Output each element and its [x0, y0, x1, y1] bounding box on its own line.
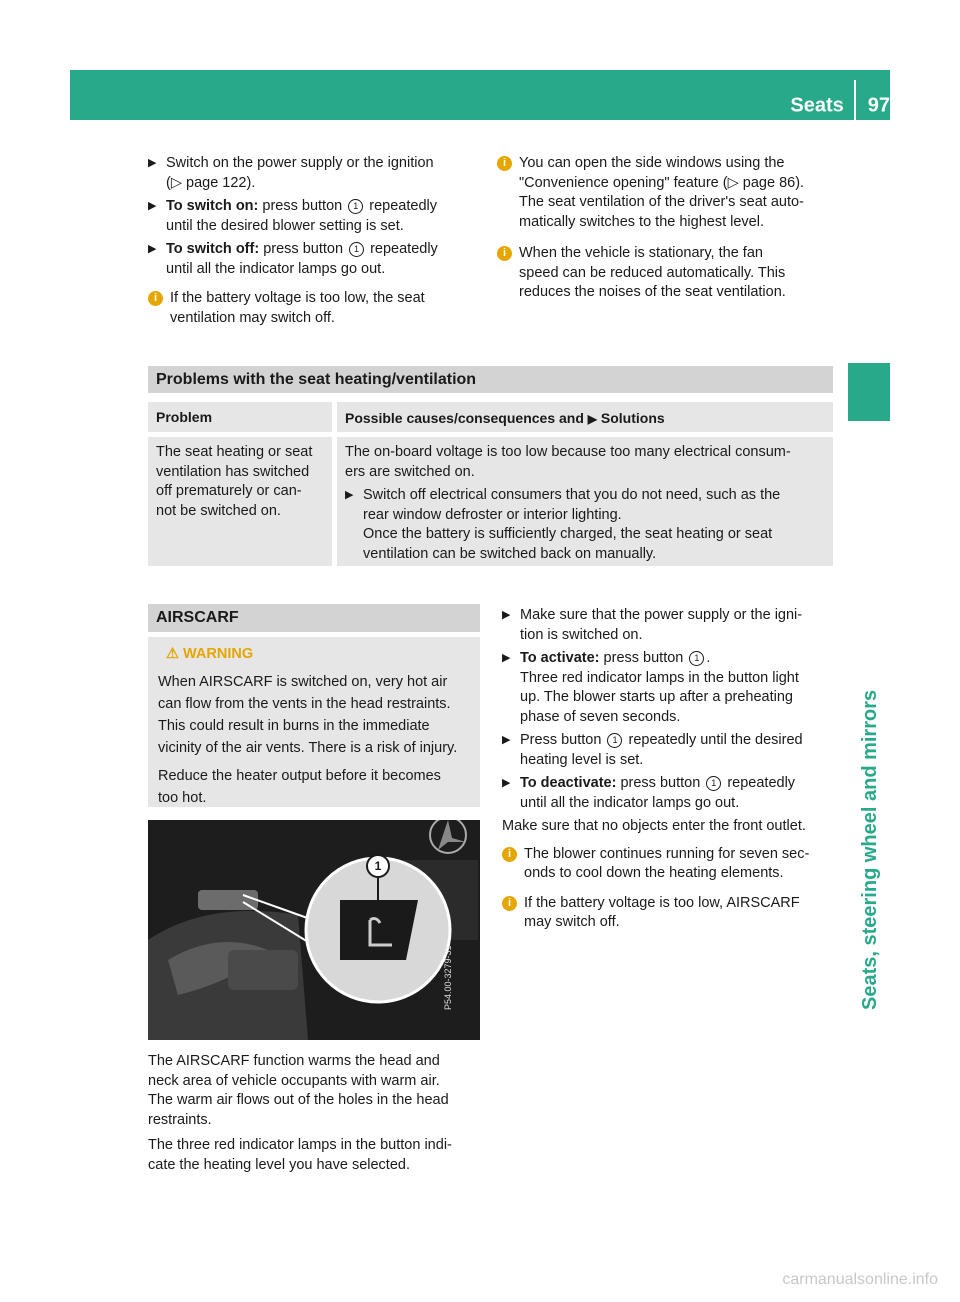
step-arrow-icon: ▶ [345, 489, 354, 501]
step-arrow-icon: ▶ [502, 734, 511, 746]
step-arrow-icon: ▶ [148, 200, 157, 212]
problems-section-title: Problems with the seat heating/ventilation [148, 366, 833, 393]
table-cell-problem: The seat heating or seat ventilation has switched off prematurely or can- not be switched on. [148, 437, 332, 566]
button-1-icon: 1 [689, 651, 704, 666]
warning-triangle-icon: ⚠ [166, 646, 179, 662]
table-header-problem: Problem [148, 402, 332, 432]
outlet-note: Make sure that no objects enter the front outlet. [502, 818, 806, 834]
step-deactivate: ▶ To deactivate: press button 1 repeatedly until all the indicator lamps go out. [502, 775, 796, 811]
door-panel-illustration [148, 820, 480, 1040]
step-press-button: ▶ Press button 1 repeatedly until the desired heating level is set. [502, 732, 803, 768]
info-note: i If the battery voltage is too low, the seat ventilation may switch off. [148, 289, 478, 328]
header-title [790, 86, 890, 126]
page-ref-link[interactable]: "Convenience opening" feature (▷ page 86). [519, 174, 805, 191]
side-chapter-label: Seats, steering wheel and mirrors [859, 689, 881, 1010]
watermark: carmanualsonline.info [782, 1271, 938, 1288]
button-1-icon: 1 [349, 242, 364, 257]
info-icon: i [497, 156, 512, 171]
door-panel-figure [148, 820, 480, 1040]
figure-callout-number: 1 [374, 859, 382, 873]
section-title: Seats [790, 94, 844, 117]
description-para-2: The three red indicator lamps in the button indi- cate the heating level you have selected. [148, 1137, 452, 1173]
table-cell-causes: The on-board voltage is too low because too many electrical consum- ers are switched on. ▶ Switch off electrical consumers that you do not need, such as the rear window defroster or interior lighting. Once the battery is sufficiently charged, the seat heating or seat ventilation can be switched back on manually. [337, 437, 833, 566]
description-para-1: The AIRSCARF function warms the head and neck area of vehicle occupants with warm air. The warm air flows out of the holes in the head restraints. [148, 1053, 449, 1128]
step-switch-off: ▶ To switch off: press button 1 repeatedly until all the indicator lamps go out. [148, 241, 438, 277]
info-note: i The blower continues running for seven sec- onds to cool down the heating elements. [502, 845, 837, 884]
table-header-causes: Possible causes/consequences and ▶ Solutions [337, 402, 833, 432]
info-note: i You can open the side windows using the "Convenience opening" feature (▷ page 86). The seat ventilation of the driver's seat auto- matically switches to the highest level. [497, 154, 837, 232]
step-arrow-icon: ▶ [502, 777, 511, 789]
airscarf-description [148, 1052, 484, 1175]
step-switch-on: ▶ To switch on: press button 1 repeatedly until the desired blower setting is set. [148, 198, 437, 234]
solution-arrow-icon: ▶ [587, 412, 598, 426]
step-power-on: ▶ Make sure that the power supply or the igni- tion is switched on. [502, 607, 803, 643]
warning-heading: ⚠ WARNING [166, 646, 254, 662]
solution-step: ▶ Switch off electrical consumers that you do not need, such as the rear window defroster or interior lighting. Once the battery is sufficiently charged, the seat heating or seat ventilation can be switched back on manually. [345, 487, 781, 562]
step-arrow-icon: ▶ [148, 157, 157, 169]
airscarf-right-column [502, 606, 837, 941]
header-separator [854, 80, 856, 120]
top-right-column [497, 154, 837, 311]
button-1-icon: 1 [607, 733, 622, 748]
info-icon: i [148, 291, 163, 306]
airscarf-section-title: AIRSCARF [148, 604, 480, 632]
info-icon: i [497, 246, 512, 261]
info-note: i If the battery voltage is too low, AIRSCARF may switch off. [502, 894, 837, 933]
warning-text: When AIRSCARF is switched on, very hot air can flow from the vents in the head restraints. This could result in burns in the immediate vicinity of the air vents. There is a risk of injury. [158, 673, 458, 756]
top-left-column [148, 154, 478, 336]
button-1-icon: 1 [348, 199, 363, 214]
step-arrow-icon: ▶ [148, 243, 157, 255]
page-number: 97 [867, 94, 890, 117]
step-power: ▶ Switch on the power supply or the ignition (▷ page 122). [148, 155, 434, 191]
page-ref-link[interactable]: (▷ page 122). [166, 174, 256, 191]
figure-code: P54.00-3279-31 [443, 945, 453, 1010]
info-icon: i [502, 847, 517, 862]
step-arrow-icon: ▶ [502, 609, 511, 621]
step-arrow-icon: ▶ [502, 652, 511, 664]
warning-box [148, 637, 480, 807]
info-icon: i [502, 896, 517, 911]
header-bar [70, 70, 890, 120]
button-1-icon: 1 [706, 776, 721, 791]
step-activate: ▶ To activate: press button 1 . Three red indicator lamps in the button light up. The blower starts up after a preheating phase of seven seconds. [502, 650, 799, 725]
warning-text-2: Reduce the heater output before it becomes too hot. [158, 767, 441, 806]
info-note: i When the vehicle is stationary, the fan speed can be reduced automatically. This reduces the noises of the seat ventilation. [497, 244, 837, 303]
